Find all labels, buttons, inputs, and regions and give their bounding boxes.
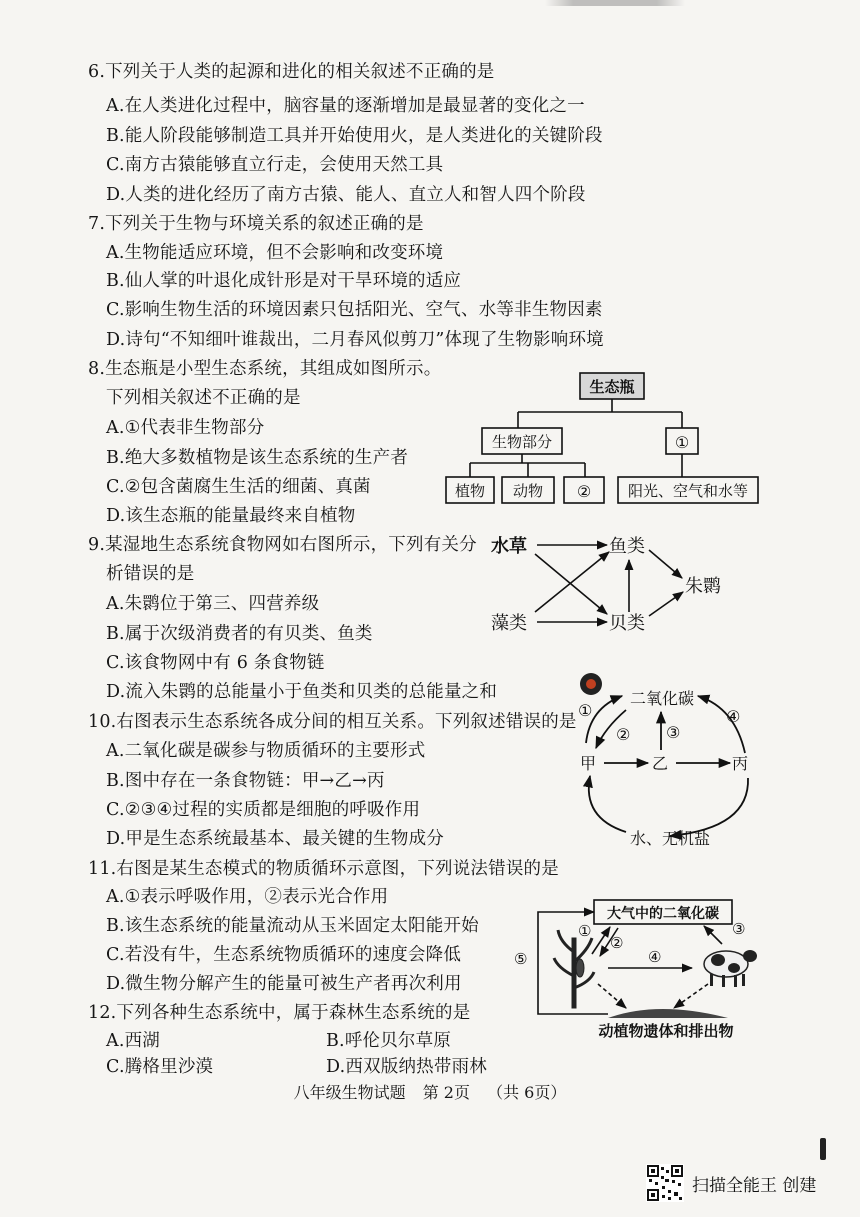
q9-option-b: B.属于次级消费者的有贝类、鱼类 [106, 624, 373, 644]
decomposer-label: ② [576, 482, 592, 501]
watermark-text: 扫描全能王 创建 [692, 1175, 817, 1196]
page-footer [0, 1080, 860, 1103]
q12-option-d: D.西双版纳热带雨林 [326, 1057, 487, 1077]
q11-option-d: D.微生物分解产生的能量可被生产者再次利用 [106, 974, 462, 994]
process-1-label: ① [578, 701, 593, 720]
q10-option-c: C.②③④过程的实质都是细胞的呼吸作用 [106, 800, 421, 820]
decomposer-bing-node: 丙 [732, 754, 749, 773]
water-minerals-node: 水、无机盐 [630, 829, 711, 848]
q7-option-a: A.生物能适应环境，但不会影响和改变环境 [106, 243, 444, 263]
scan-edge-mark [545, 0, 685, 6]
ecobottle-composition-diagram [440, 370, 780, 515]
process-4-label: ④ [648, 948, 662, 966]
q8-option-c: C.②包含菌腐生生活的细菌、真菌 [106, 477, 371, 497]
qr-code-icon [646, 1164, 684, 1202]
q8-option-d: D.该生态瓶的能量最终来自植物 [106, 506, 356, 526]
scanner-watermark [646, 1163, 816, 1203]
shellfish-node: 贝类 [609, 613, 645, 634]
biotic-part-label: 生物部分 [491, 433, 553, 451]
q9-stem-continued: 析错误的是 [106, 564, 195, 584]
q7-stem: 7.下列关于生物与环境关系的叙述正确的是 [88, 214, 424, 234]
q6-option-b: B.能人阶段能够制造工具并开始使用火，是人类进化的关键阶段 [106, 126, 603, 146]
fish-node: 鱼类 [609, 536, 645, 557]
ecobottle-root-label: 生态瓶 [589, 378, 635, 396]
remains-label: 动植物遗体和排出物 [598, 1022, 734, 1040]
sun-icon [580, 673, 602, 695]
process-4-label: ④ [726, 707, 741, 726]
consumer-yi-node: 乙 [652, 754, 669, 773]
animal-label: 动物 [512, 482, 544, 500]
atmosphere-co2-box: 大气中的二氧化碳 [607, 906, 719, 922]
corn-plant-icon [554, 930, 594, 1008]
waterweed-node: 水草 [491, 536, 527, 557]
q8-option-a: A.①代表非生物部分 [106, 418, 265, 438]
q10-option-a: A.二氧化碳是碳参与物质循环的主要形式 [106, 741, 426, 761]
co2-node: 二氧化碳 [630, 689, 695, 708]
q6-stem: 6.下列关于人类的起源和进化的相关叙述不正确的是 [88, 62, 495, 82]
environment-label: 阳光、空气和水等 [627, 482, 749, 500]
q8-stem: 8.生态瓶是小型生态系统，其组成如图所示。 [88, 359, 442, 379]
q6-option-a: A.在人类进化过程中，脑容量的逐渐增加是最显著的变化之一 [106, 96, 585, 116]
q9-option-c: C.该食物网中有 6 条食物链 [106, 653, 325, 673]
q12-option-c: C.腾格里沙漠 [106, 1057, 214, 1077]
footer-page: 第 2页 [422, 1083, 470, 1102]
q11-stem: 11.右图是某生态模式的物质循环示意图，下列说法错误的是 [88, 859, 559, 879]
footer-title: 八年级生物试题 [293, 1083, 406, 1102]
material-cycle-diagram [508, 892, 768, 1040]
q10-option-b: B.图中存在一条食物链：甲→乙→丙 [106, 771, 385, 791]
q9-option-d: D.流入朱鹮的总能量小于鱼类和贝类的总能量之和 [106, 682, 498, 702]
ecosystem-cycle-diagram [570, 668, 780, 858]
q8-option-b: B.绝大多数植物是该生态系统的生产者 [106, 448, 409, 468]
abiotic-part-label: ① [674, 433, 690, 452]
process-1-label: ① [578, 922, 592, 940]
q7-option-b: B.仙人掌的叶退化成针形是对干旱环境的适应 [106, 271, 462, 291]
q7-option-d: D.诗句“不知细叶谁裁出，二月春风似剪刀”体现了生物影响环境 [106, 330, 604, 350]
crested-ibis-node: 朱鹮 [685, 576, 721, 597]
q6-option-c: C.南方古猿能够直立行走，会使用天然工具 [106, 155, 444, 175]
producer-jia-node: 甲 [580, 754, 597, 773]
plant-label: 植物 [454, 482, 486, 500]
q9-stem: 9.某湿地生态系统食物网如右图所示，下列有关分 [88, 535, 477, 555]
q9-option-a: A.朱鹮位于第三、四营养级 [106, 594, 320, 614]
cow-icon [704, 950, 757, 987]
process-3-label: ③ [666, 723, 681, 742]
q12-option-a: A.西湖 [106, 1031, 161, 1051]
binder-mark [820, 1138, 826, 1160]
footer-total: （共 6页） [487, 1083, 567, 1102]
q12-option-b: B.呼伦贝尔草原 [326, 1031, 452, 1051]
q6-option-d: D.人类的进化经历了南方古猿、能人、直立人和智人四个阶段 [106, 185, 586, 205]
q11-option-b: B.该生态系统的能量流动从玉米固定太阳能开始 [106, 916, 479, 936]
q11-option-a: A.①表示呼吸作用，②表示光合作用 [106, 887, 389, 907]
process-5-label: ⑤ [514, 950, 528, 968]
process-2-label: ② [616, 725, 631, 744]
q7-option-c: C.影响生物生活的环境因素只包括阳光、空气、水等非生物因素 [106, 300, 603, 320]
q8-stem-continued: 下列相关叙述不正确的是 [106, 388, 301, 408]
q10-stem: 10.右图表示生态系统各成分间的相互关系。下列叙述错误的是 [88, 712, 577, 732]
q12-stem: 12.下列各种生态系统中，属于森林生态系统的是 [88, 1003, 471, 1023]
process-2-label: ② [610, 934, 624, 952]
q10-option-d: D.甲是生态系统最基本、最关键的生物成分 [106, 829, 444, 849]
remains-mound-icon [608, 1009, 728, 1018]
q11-option-c: C.若没有牛，生态系统物质循环的速度会降低 [106, 945, 462, 965]
food-web-diagram [485, 528, 755, 638]
process-3-label: ③ [732, 920, 746, 938]
algae-node: 藻类 [491, 613, 527, 634]
